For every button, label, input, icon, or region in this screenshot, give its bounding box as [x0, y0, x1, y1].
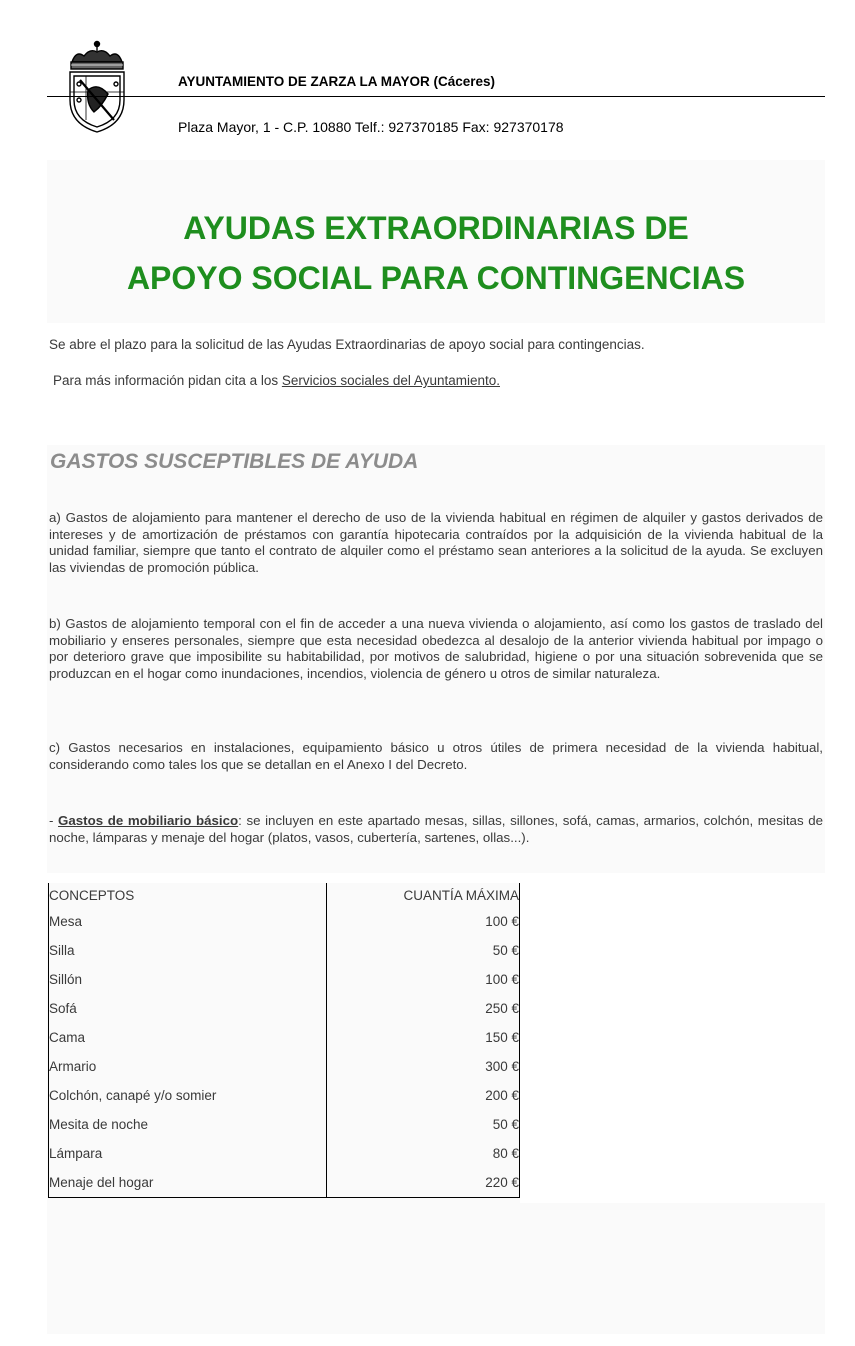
- concept-cell: Mesa: [49, 907, 327, 936]
- info-text: [53, 373, 500, 388]
- concept-cell: Armario: [49, 1052, 327, 1081]
- amount-cell: 150 €: [326, 1023, 519, 1052]
- table-row: [49, 936, 520, 965]
- organization-address: Plaza Mayor, 1 - C.P. 10880 Telf.: 927370185 Fax: 927370178: [178, 119, 564, 135]
- table-row: [49, 1023, 520, 1052]
- social-services-link[interactable]: Servicios sociales del Ayuntamiento.: [281, 373, 500, 388]
- cost-table: [48, 883, 520, 1198]
- paragraph-d-lead: Gastos de mobiliario básico: [58, 813, 239, 828]
- concept-cell: Silla: [49, 936, 327, 965]
- coat-of-arms-icon: [64, 40, 130, 136]
- amount-cell: 50 €: [326, 1110, 519, 1139]
- table-row: [49, 1168, 520, 1198]
- table-row: [49, 1139, 520, 1168]
- amount-cell: 100 €: [326, 907, 519, 936]
- bottom-panel: [47, 1203, 825, 1334]
- intro-text: Se abre el plazo para la solicitud de las Ayudas Extraordinarias de apoyo social para contingencias.: [49, 337, 645, 352]
- concept-cell: Lámpara: [49, 1139, 327, 1168]
- amount-cell: 50 €: [326, 936, 519, 965]
- concept-cell: Colchón, canapé y/o somier: [49, 1081, 327, 1110]
- page-title-line-1: AYUDAS EXTRAORDINARIAS DE: [183, 210, 689, 246]
- table-header-row: [49, 883, 520, 907]
- info-prefix: Para más información pidan cita a los: [53, 373, 282, 388]
- title-panel: [47, 160, 825, 323]
- paragraph-b: b) Gastos de alojamiento temporal con el fin de acceder a una nueva vivienda o alojamiento, así como los gastos de traslado del mobiliario y enseres personales, siempre que esta necesidad obedezca al desalojo de la anterior vivienda habitual por impago o por deterioro grave que imposibilite su habitabilidad, por motivos de salubridad, higiene o por una situación sobrevenida que se produzcan en el hogar como inundaciones, incendios, violencia de género u otros de similar naturaleza.: [49, 616, 823, 681]
- header-divider: [47, 96, 825, 97]
- header-conceptos: CONCEPTOS: [49, 883, 327, 907]
- section-heading: GASTOS SUSCEPTIBLES DE AYUDA: [50, 450, 419, 473]
- table-row: [49, 965, 520, 994]
- header-cuantia-maxima: CUANTÍA MÁXIMA: [326, 883, 519, 907]
- page-title-line-2: APOYO SOCIAL PARA CONTINGENCIAS: [126, 260, 746, 296]
- paragraph-c: c) Gastos necesarios en instalaciones, equipamiento básico u otros útiles de primera necesidad de la vivienda habitual, considerando como tales los que se detallan en el Anexo I del Decreto.: [49, 740, 823, 772]
- concept-cell: Sillón: [49, 965, 327, 994]
- paragraph-a: a) Gastos de alojamiento para mantener el derecho de uso de la vivienda habitual en régimen de alquiler y gastos derivados de intereses y de amortización de préstamos con garantía hipotecaria contraídos por la adquisición de la vivienda habitual de la unidad familiar, siempre que tanto el contrato de alquiler como el préstamo sean anteriores a la solicitud de la ayuda. Se excluyen las viviendas de promoción pública.: [49, 510, 823, 575]
- amount-cell: 220 €: [326, 1168, 519, 1198]
- table-row: [49, 907, 520, 936]
- amount-cell: 80 €: [326, 1139, 519, 1168]
- concept-cell: Sofá: [49, 994, 327, 1023]
- concept-cell: Menaje del hogar: [49, 1168, 327, 1198]
- concept-cell: Cama: [49, 1023, 327, 1052]
- table-row: [49, 1052, 520, 1081]
- organization-name: AYUNTAMIENTO DE ZARZA LA MAYOR (Cáceres): [178, 74, 496, 89]
- paragraph-d-prefix: -: [49, 813, 59, 828]
- paragraph-d: [49, 813, 823, 846]
- concept-cell: Mesita de noche: [49, 1110, 327, 1139]
- paragraph-d-rest: : se incluyen en este apartado mesas, sillas, sillones, sofá, camas, armarios, colchón, mesitas de noche, lámparas y menaje del hogar (platos, vasos, cubertería, sartenes, ollas...).: [49, 813, 823, 845]
- table-row: [49, 1110, 520, 1139]
- amount-cell: 300 €: [326, 1052, 519, 1081]
- amount-cell: 250 €: [326, 994, 519, 1023]
- amount-cell: 100 €: [326, 965, 519, 994]
- table-row: [49, 994, 520, 1023]
- table-row: [49, 1081, 520, 1110]
- amount-cell: 200 €: [326, 1081, 519, 1110]
